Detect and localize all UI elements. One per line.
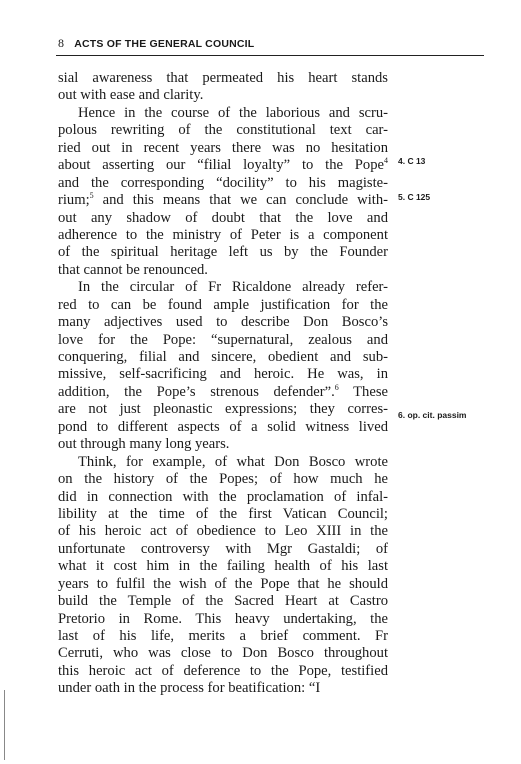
running-title: ACTS OF THE GENERAL COUNCIL <box>74 38 255 50</box>
text-line: red to can be found ample justification for the <box>58 296 388 313</box>
margin-footnote-5: 5. C 125 <box>398 192 431 202</box>
text-line: In the circular of Fr Ricaldone already refer- <box>78 279 388 296</box>
text-line: sial awareness that permeated his heart stands <box>58 70 388 86</box>
text-line: that cannot be renounced. <box>58 261 208 278</box>
footnote-ref: 6 <box>334 382 339 392</box>
text-line: years to fulfil the wish of the Pope that he should <box>58 575 388 592</box>
page-number: 8 <box>58 36 65 50</box>
header-rule <box>56 55 484 56</box>
text-line: Hence in the course of the laborious and scru- <box>78 104 388 121</box>
text-line: adherence to the ministry of Peter is a component <box>58 226 388 243</box>
text-line: love for the Pope: “supernatural, zealous and <box>58 331 388 348</box>
text-line: this heroic act of deference to the Pope, testified <box>58 662 388 679</box>
footnote-ref: 4 <box>384 156 388 166</box>
text-line: Cerruti, who was close to Don Bosco throughout <box>58 645 388 662</box>
text-line: out any shadow of doubt that the love and <box>58 209 388 226</box>
text-line: polous rewriting of the constitutional text car- <box>58 122 388 139</box>
text-line: of his heroic act of obedience to Leo XIII in the <box>58 523 388 540</box>
margin-footnote-4: 4. C 13 <box>398 156 426 166</box>
text-line: libility at the time of the first Vatican Council; <box>58 505 388 522</box>
text-line: unfortunate controversy with Mgr Gastaldi; of <box>58 540 388 557</box>
text-line: out through many long years. <box>58 436 230 453</box>
text-segment: about asserting our “filial loyalty” to the Pope <box>58 157 384 174</box>
body-text <box>58 70 388 698</box>
text-segment: rium; <box>58 192 90 209</box>
text-line: under oath in the process for beatification: “I <box>58 680 321 697</box>
footnote-ref: 5 <box>89 191 94 201</box>
text-line: are not just pleonastic expressions; they corres- <box>58 401 388 418</box>
text-line: conquering, filial and sincere, obedient and sub- <box>58 349 388 365</box>
text-line: last of his life, merits a brief comment. Fr <box>58 628 388 644</box>
text-line: build the Temple of the Sacred Heart at Castro <box>58 593 388 610</box>
text-line: ried out in recent years there was no hesitation <box>58 139 388 156</box>
text-line: out with ease and clarity. <box>58 87 204 104</box>
margin-footnote-6: 6. op. cit. passim <box>398 410 467 420</box>
text-line: Pretorio in Rome. This heavy undertaking, the <box>58 610 388 627</box>
text-segment: addition, the Pope’s strenous defender”. <box>58 383 335 400</box>
text-line <box>58 384 388 401</box>
text-line: on the history of the Popes; of how much he <box>58 471 388 488</box>
text-line: pond to different aspects of a solid witness lived <box>58 418 388 435</box>
text-line <box>58 157 388 174</box>
text-line: what it cost him in the failing health of his last <box>58 558 388 575</box>
text-segment: and this means that we can conclude with- <box>93 192 388 209</box>
text-line <box>58 192 388 209</box>
text-line: and the corresponding “docility” to his magiste- <box>58 174 388 191</box>
text-line: did in connection with the proclamation of infal- <box>58 488 388 505</box>
text-line: of the spiritual heritage left us by the Founder <box>58 244 388 261</box>
text-segment: These <box>338 383 388 400</box>
text-line: Think, for example, of what Don Bosco wrote <box>78 453 388 470</box>
text-line: many adjectives used to describe Don Bosco’s <box>58 314 388 331</box>
running-header <box>58 36 488 52</box>
page-edge-line <box>4 690 5 760</box>
text-line: missive, self-sacrificing and heroic. He was, in <box>58 366 388 383</box>
